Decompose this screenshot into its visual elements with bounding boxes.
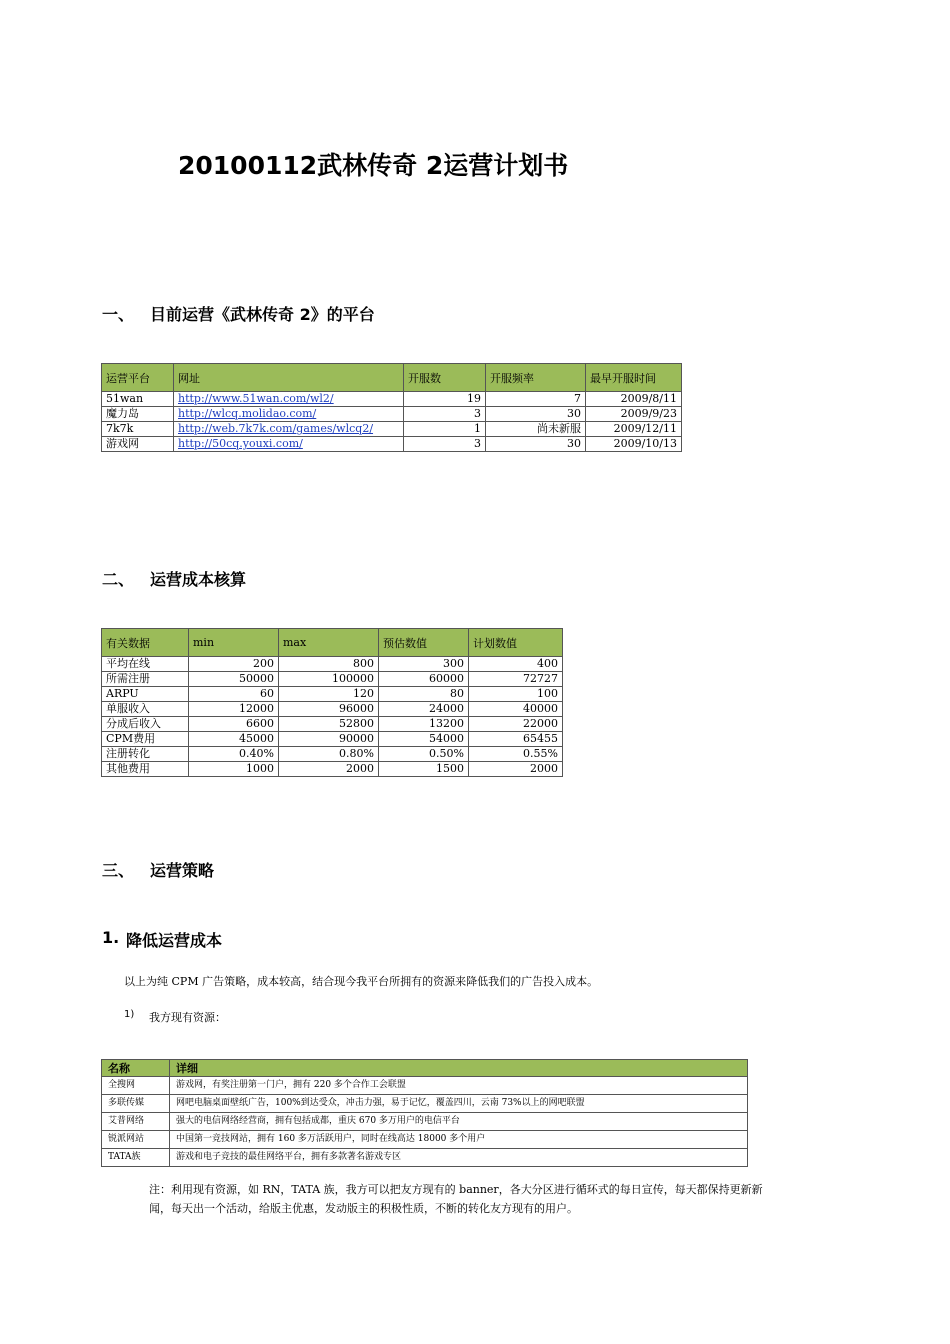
metric-plan: 400 [469, 657, 563, 672]
section-number: 三、 [102, 861, 135, 880]
platform-name: 51wan [102, 392, 174, 407]
server-frequency: 30 [486, 407, 586, 422]
server-frequency: 30 [486, 437, 586, 452]
table-row [102, 407, 682, 422]
table-row [102, 437, 682, 452]
metric-plan: 40000 [469, 702, 563, 717]
metric-label: 注册转化 [102, 747, 189, 762]
metric-label: 其他费用 [102, 762, 189, 777]
platform-name: 魔力岛 [102, 407, 174, 422]
table-row [102, 1131, 748, 1149]
column-header: 开服频率 [486, 364, 586, 392]
page-title: 20100112武林传奇 2运营计划书 [178, 151, 569, 180]
resource-detail: 游戏网，有奖注册第一门户，拥有 220 多个合作工会联盟 [170, 1077, 748, 1095]
metric-min: 6600 [189, 717, 279, 732]
metric-min: 0.40% [189, 747, 279, 762]
table-row [102, 687, 563, 702]
metric-plan: 2000 [469, 762, 563, 777]
metric-estimate: 54000 [379, 732, 469, 747]
table-row [102, 747, 563, 762]
section-number: 一、 [102, 305, 135, 324]
metric-label: 分成后收入 [102, 717, 189, 732]
column-header: 预估数值 [379, 629, 469, 657]
first-server-date: 2009/9/23 [586, 407, 682, 422]
metric-estimate: 300 [379, 657, 469, 672]
server-count: 1 [404, 422, 486, 437]
metric-estimate: 0.50% [379, 747, 469, 762]
metric-label: ARPU [102, 687, 189, 702]
section-heading-1 [102, 302, 502, 322]
metric-min: 1000 [189, 762, 279, 777]
metric-plan: 72727 [469, 672, 563, 687]
section-heading-3 [102, 858, 502, 878]
column-header: 详细 [170, 1060, 748, 1077]
metric-min: 45000 [189, 732, 279, 747]
server-frequency: 7 [486, 392, 586, 407]
table-row [102, 762, 563, 777]
column-header: min [189, 629, 279, 657]
table-row [102, 702, 563, 717]
metric-min: 200 [189, 657, 279, 672]
table-row [102, 1149, 748, 1167]
platform-table [101, 363, 682, 452]
section-title: 运营策略 [150, 861, 215, 880]
cost-table [101, 628, 563, 777]
column-header: 开服数 [404, 364, 486, 392]
section-title: 目前运营《武林传奇 2》的平台 [150, 305, 375, 324]
metric-estimate: 13200 [379, 717, 469, 732]
server-count: 3 [404, 407, 486, 422]
table-row [102, 657, 563, 672]
column-header: 最早开服时间 [586, 364, 682, 392]
resource-detail: 强大的电信网络经营商，拥有包括成都，重庆 670 多万用户的电信平台 [170, 1113, 748, 1131]
table-row [102, 1113, 748, 1131]
metric-max: 100000 [279, 672, 379, 687]
resource-name: 艾普网络 [102, 1113, 170, 1131]
platform-url-link[interactable]: http://www.51wan.com/wl2/ [178, 392, 334, 405]
resource-name: 多联传媒 [102, 1095, 170, 1113]
metric-plan: 100 [469, 687, 563, 702]
resource-detail: 游戏和电子竞技的最佳网络平台，拥有多款著名游戏专区 [170, 1149, 748, 1167]
metric-max: 90000 [279, 732, 379, 747]
table-header-row [102, 364, 682, 392]
table-row [102, 422, 682, 437]
platform-url-cell [174, 422, 404, 437]
server-count: 19 [404, 392, 486, 407]
column-header: 网址 [174, 364, 404, 392]
resource-detail: 网吧电脑桌面壁纸广告，100%到达受众，冲击力强，易于记忆，覆盖四川，云南 73%以上的网吧联盟 [170, 1095, 748, 1113]
metric-plan: 22000 [469, 717, 563, 732]
resource-name: TATA族 [102, 1149, 170, 1167]
list-number: 1) [124, 1009, 135, 1020]
server-count: 3 [404, 437, 486, 452]
table-row [102, 392, 682, 407]
section-heading-2 [102, 567, 502, 587]
table-header-row [102, 1060, 748, 1077]
metric-plan: 0.55% [469, 747, 563, 762]
column-header: max [279, 629, 379, 657]
metric-plan: 65455 [469, 732, 563, 747]
table-row [102, 717, 563, 732]
resource-name: 全搜网 [102, 1077, 170, 1095]
metric-label: CPM费用 [102, 732, 189, 747]
platform-url-link[interactable]: http://wlcq.molidao.com/ [178, 407, 317, 420]
metric-estimate: 1500 [379, 762, 469, 777]
platform-url-link[interactable]: http://50cq.youxi.com/ [178, 437, 303, 450]
resource-list-item [124, 1009, 424, 1025]
strategy-note: 注：利用现有资源，如 RN，TATA 族，我方可以把友方现有的 banner，各大分区进行循环式的每日宣传，每天都保持更新新闻，每天出一个活动，给版主优惠，发动版主的积极性质，不断的转化友方现有的用户。 [149, 1183, 763, 1215]
subsection-title: 降低运营成本 [126, 931, 223, 950]
metric-max: 2000 [279, 762, 379, 777]
subsection-number: 1. [102, 928, 120, 947]
table-header-row [102, 629, 563, 657]
resource-name: 锐派网站 [102, 1131, 170, 1149]
metric-min: 60 [189, 687, 279, 702]
column-header: 名称 [102, 1060, 170, 1077]
column-header: 有关数据 [102, 629, 189, 657]
metric-min: 50000 [189, 672, 279, 687]
metric-label: 单服收入 [102, 702, 189, 717]
metric-max: 0.80% [279, 747, 379, 762]
platform-url-cell [174, 407, 404, 422]
metric-max: 96000 [279, 702, 379, 717]
platform-name: 游戏网 [102, 437, 174, 452]
metric-label: 平均在线 [102, 657, 189, 672]
metric-max: 800 [279, 657, 379, 672]
table-row [102, 1077, 748, 1095]
metric-estimate: 80 [379, 687, 469, 702]
table-row [102, 732, 563, 747]
metric-max: 120 [279, 687, 379, 702]
first-server-date: 2009/10/13 [586, 437, 682, 452]
platform-url-cell [174, 392, 404, 407]
first-server-date: 2009/8/11 [586, 392, 682, 407]
metric-estimate: 60000 [379, 672, 469, 687]
first-server-date: 2009/12/11 [586, 422, 682, 437]
metric-max: 52800 [279, 717, 379, 732]
list-text: 我方现有资源： [149, 1011, 226, 1024]
platform-url-cell [174, 437, 404, 452]
server-frequency: 尚未新服 [486, 422, 586, 437]
metric-estimate: 24000 [379, 702, 469, 717]
column-header: 计划数值 [469, 629, 563, 657]
resource-table [101, 1059, 748, 1167]
resource-detail: 中国第一竞技网站，拥有 160 多万活跃用户，同时在线高达 18000 多个用户 [170, 1131, 748, 1149]
table-row [102, 672, 563, 687]
metric-min: 12000 [189, 702, 279, 717]
metric-label: 所需注册 [102, 672, 189, 687]
section-title: 运营成本核算 [150, 570, 247, 589]
table-row [102, 1095, 748, 1113]
strategy-intro: 以上为纯 CPM 广告策略，成本较高，结合现今我平台所拥有的资源来降低我们的广告投入成本。 [124, 975, 599, 988]
platform-url-link[interactable]: http://web.7k7k.com/games/wlcq2/ [178, 422, 374, 435]
platform-name: 7k7k [102, 422, 174, 437]
column-header: 运营平台 [102, 364, 174, 392]
section-number: 二、 [102, 570, 135, 589]
subsection-heading [102, 928, 502, 948]
